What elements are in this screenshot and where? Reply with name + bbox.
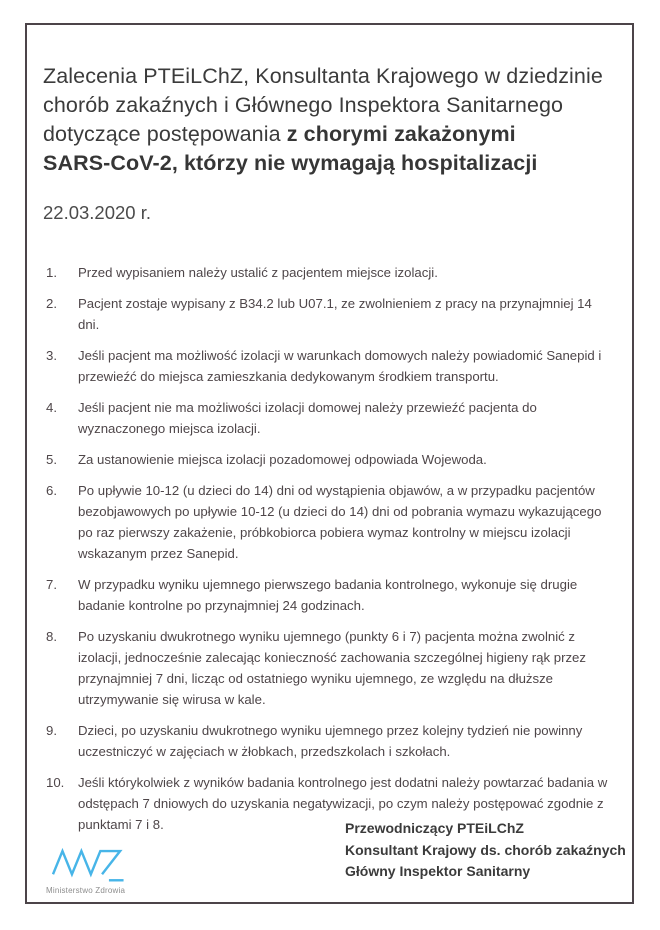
ministry-logo bbox=[46, 845, 146, 895]
list-item-text: W przypadku wyniku ujemnego pierwszego badania kontrolnego, wykonuje się drugie badanie kontrolne po przynajmniej 24 godzinach. bbox=[78, 577, 578, 613]
list-item-text: Dzieci, po uzyskaniu dwukrotnego wyniku ujemnego przez kolejny tydzień nie powinny uczestniczyć w zajęciach w żłobkach, przedszkolach i szkołach. bbox=[78, 723, 583, 759]
list-item-number: 6. bbox=[46, 483, 57, 498]
list-item bbox=[46, 574, 618, 616]
list-item-text: Pacjent zostaje wypisany z B34.2 lub U07.1, ze zwolnieniem z pracy na przynajmniej 14 dni. bbox=[78, 296, 592, 332]
list-item bbox=[46, 626, 618, 710]
list-item-text: Za ustanowienie miejsca izolacji pozadomowej odpowiada Wojewoda. bbox=[78, 452, 487, 467]
signature-line-1: Przewodniczący PTEiLChZ bbox=[345, 820, 524, 836]
title-line-3-bold: z chorymi zakażonymi bbox=[286, 122, 516, 146]
list-item bbox=[46, 293, 618, 335]
document-date: 22.03.2020 r. bbox=[43, 202, 152, 223]
list-item-text: Jeśli którykolwiek z wyników badania kontrolnego jest dodatni należy powtarzać badania w odstępach 7 dniowych do uzyskania negatywizacji, po czym należy postępować zgodnie z punktami 7 i 8. bbox=[78, 775, 608, 832]
recommendations-list bbox=[46, 262, 618, 845]
list-item-number: 1. bbox=[46, 265, 57, 280]
list-item-text: Jeśli pacjent ma możliwość izolacji w warunkach domowych należy powiadomić Sanepid i przewieźć do miejsca zamieszkania dedykowanym środkiem transportu. bbox=[78, 348, 602, 384]
list-item bbox=[46, 720, 618, 762]
list-item-number: 3. bbox=[46, 348, 57, 363]
list-item-number: 7. bbox=[46, 577, 57, 592]
list-item bbox=[46, 262, 618, 283]
list-item-text: Jeśli pacjent nie ma możliwości izolacji domowej należy przewieźć pacjenta do wyznaczonego miejsca izolacji. bbox=[78, 400, 537, 436]
list-item-number: 5. bbox=[46, 452, 57, 467]
ministry-logo-icon bbox=[52, 845, 128, 882]
title-line-3 bbox=[43, 120, 621, 149]
list-item-number: 2. bbox=[46, 296, 57, 311]
list-item bbox=[46, 480, 618, 564]
list-item-number: 10. bbox=[46, 775, 65, 790]
list-item-text: Przed wypisaniem należy ustalić z pacjentem miejsce izolacji. bbox=[78, 265, 438, 280]
list-item-number: 8. bbox=[46, 629, 57, 644]
signature-line-3: Główny Inspektor Sanitarny bbox=[345, 863, 531, 879]
title-line-3-regular: dotyczące postępowania bbox=[43, 122, 287, 146]
title-line-2: chorób zakaźnych i Głównego Inspektora Sanitarnego bbox=[43, 93, 564, 117]
title-line-1: Zalecenia PTEiLChZ, Konsultanta Krajowego w dziedzinie bbox=[43, 64, 603, 88]
signature-block bbox=[345, 818, 626, 883]
document-title bbox=[43, 62, 621, 178]
list-item-number: 4. bbox=[46, 400, 57, 415]
list-item bbox=[46, 449, 618, 470]
list-item-text: Po upływie 10-12 (u dzieci do 14) dni od wystąpienia objawów, a w przypadku pacjentów bezobjawowych po upływie 10-12 (u dzieci do 14) dni od pobrania wymazu wykazującego po raz pierwszy zakażenie, próbkobiorca pobiera wymaz kontrolny w miejscu izolacji wskazanym przez Sanepid. bbox=[78, 483, 602, 561]
list-item-number: 9. bbox=[46, 723, 57, 738]
signature-line-2: Konsultant Krajowy ds. chorób zakaźnych bbox=[345, 841, 626, 858]
list-item bbox=[46, 345, 618, 387]
list-item bbox=[46, 397, 618, 439]
title-line-4: SARS-CoV-2, którzy nie wymagają hospitalizacji bbox=[43, 151, 538, 175]
ministry-logo-caption: Ministerstwo Zdrowia bbox=[46, 886, 126, 895]
list-item-text: Po uzyskaniu dwukrotnego wyniku ujemnego (punkty 6 i 7) pacjenta można zwolnić z izolacji, jednocześnie zalecając konieczność zachowania szczególnej higieny rąk przez przynajmniej 7 dni, licząc od ostatniego wyniku ujemnego, ze względu na dłuższe utrzymywanie się wirusa w kale. bbox=[78, 629, 586, 707]
